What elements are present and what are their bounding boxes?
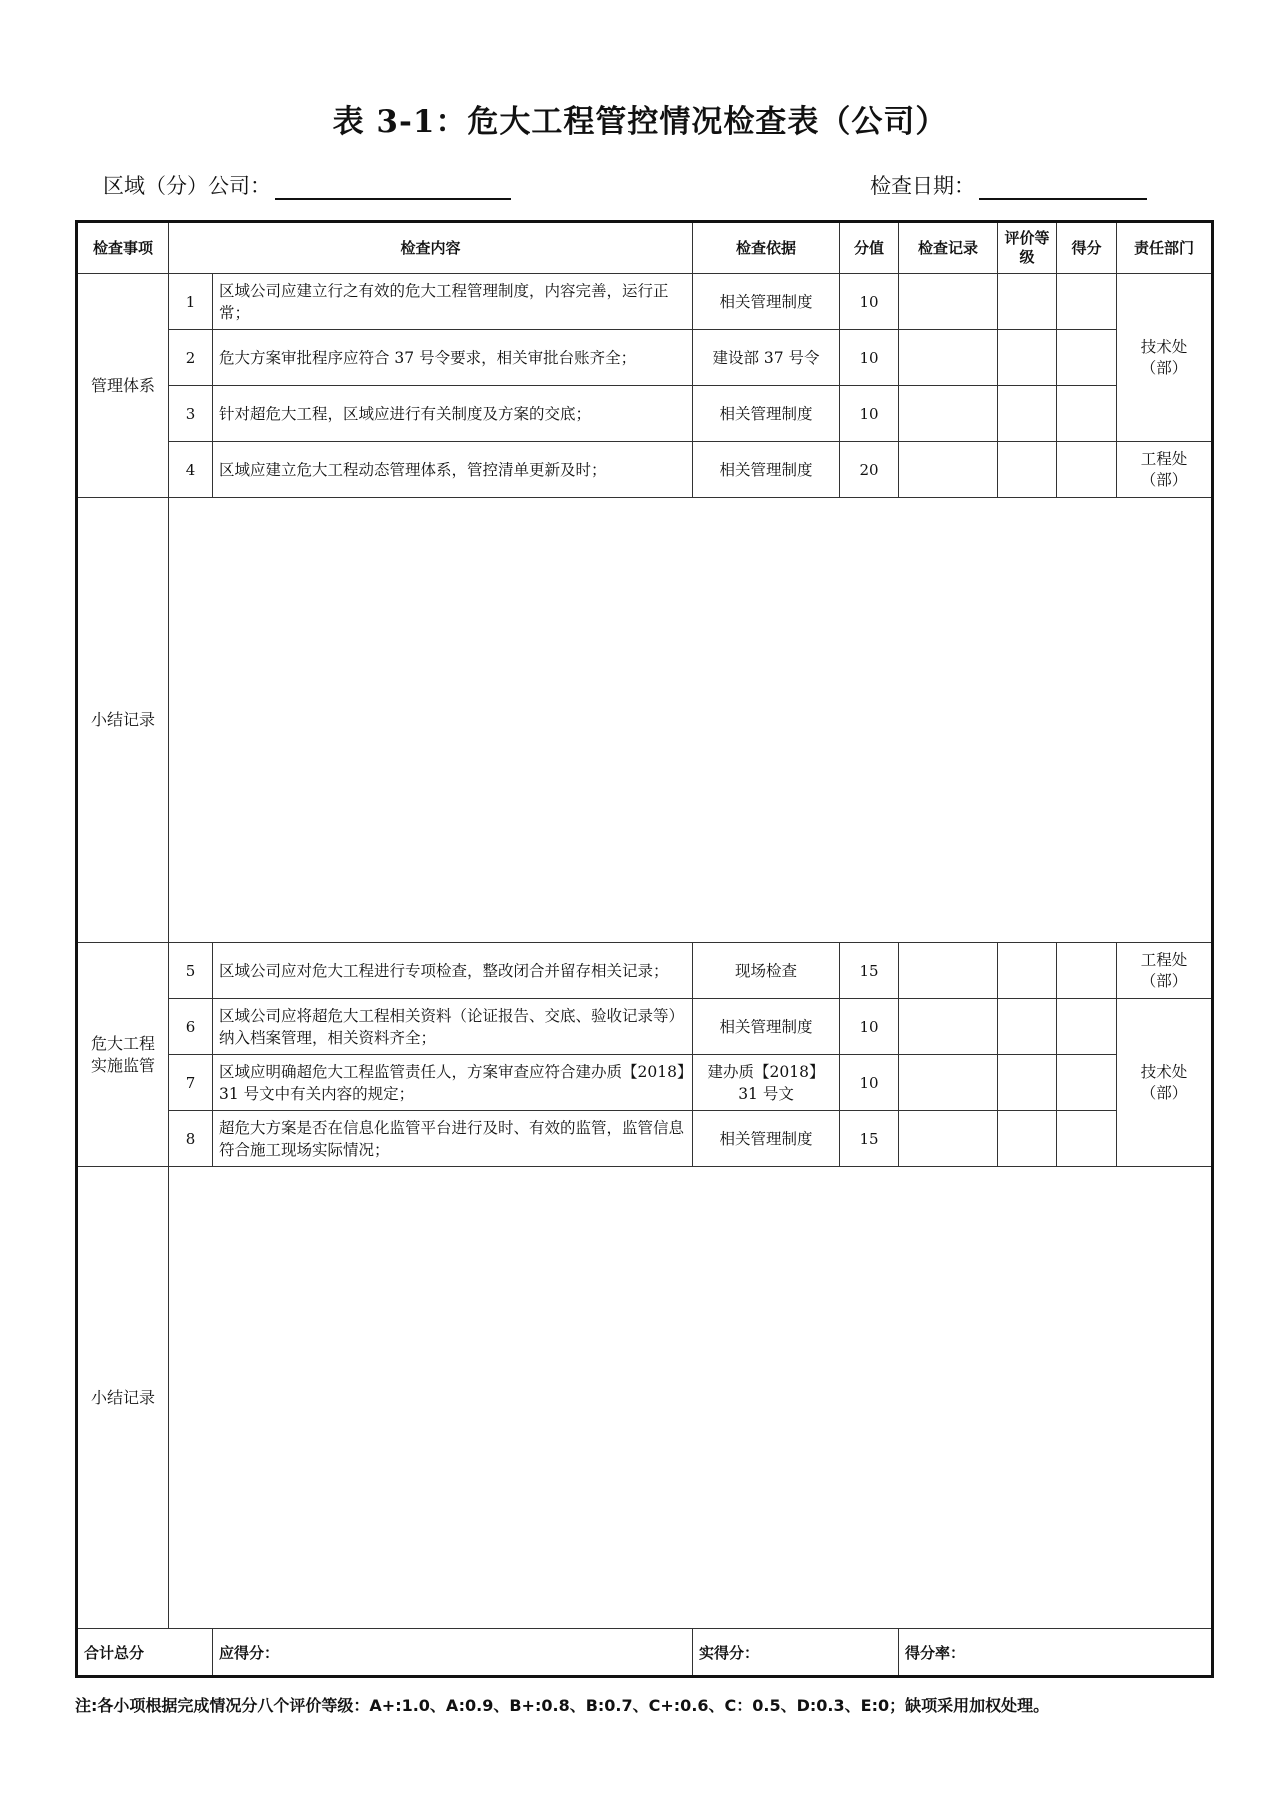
table-row (77, 330, 1213, 386)
row-content: 针对超危大工程，区域应进行有关制度及方案的交底； (213, 386, 693, 442)
company-blank-line[interactable] (275, 178, 511, 200)
grade-cell[interactable] (998, 1055, 1057, 1111)
record-cell[interactable] (899, 386, 998, 442)
row-basis: 建设部 37 号令 (693, 330, 840, 386)
got-cell[interactable] (1057, 1055, 1117, 1111)
dept-cell: 技术处（部） (1117, 274, 1213, 442)
grade-cell[interactable] (998, 999, 1057, 1055)
rate-label: 得分率： (905, 1643, 966, 1662)
header-got: 得分 (1057, 222, 1117, 274)
should-score-label: 应得分： (219, 1643, 280, 1662)
date-field (870, 170, 1147, 200)
header-record: 检查记录 (899, 222, 998, 274)
grade-cell[interactable] (998, 442, 1057, 498)
table-row (77, 274, 1213, 330)
row-number: 4 (169, 442, 213, 498)
table-row (77, 442, 1213, 498)
row-content: 区域公司应对危大工程进行专项检查，整改闭合并留存相关记录； (213, 943, 693, 999)
got-cell[interactable] (1057, 330, 1117, 386)
row-basis: 相关管理制度 (693, 442, 840, 498)
row-score: 10 (840, 999, 899, 1055)
row-content: 区域公司应建立行之有效的危大工程管理制度，内容完善，运行正常； (213, 274, 693, 330)
row-basis: 现场检查 (693, 943, 840, 999)
grade-cell[interactable] (998, 274, 1057, 330)
row-number: 6 (169, 999, 213, 1055)
got-cell[interactable] (1057, 999, 1117, 1055)
record-cell[interactable] (899, 999, 998, 1055)
summary-label: 小结记录 (77, 1167, 169, 1629)
row-number: 1 (169, 274, 213, 330)
header-basis: 检查依据 (693, 222, 840, 274)
record-cell[interactable] (899, 274, 998, 330)
footnote: 注:各小项根据完成情况分八个评价等级：A+:1.0、A:0.9、B+:0.8、B:0.7、C+:0.6、C：0.5、D:0.3、E:0；缺项采用加权处理。 (75, 1696, 1050, 1715)
row-content: 区域应建立危大工程动态管理体系，管控清单更新及时； (213, 442, 693, 498)
record-cell[interactable] (899, 330, 998, 386)
row-number: 2 (169, 330, 213, 386)
row-score: 10 (840, 1055, 899, 1111)
row-score: 10 (840, 330, 899, 386)
dept-cell: 技术处（部） (1117, 999, 1213, 1167)
got-cell[interactable] (1057, 442, 1117, 498)
total-label: 合计总分 (77, 1629, 213, 1677)
summary-record-area[interactable] (169, 1167, 1213, 1629)
grade-cell[interactable] (998, 386, 1057, 442)
row-content: 超危大方案是否在信息化监管平台进行及时、有效的监管，监管信息符合施工现场实际情况； (213, 1111, 693, 1167)
category-implementation-supervision: 危大工程实施监管 (77, 943, 169, 1167)
company-field (103, 170, 511, 200)
summary-row (77, 1167, 1213, 1629)
got-cell[interactable] (1057, 386, 1117, 442)
summary-record-area[interactable] (169, 498, 1213, 943)
grade-cell[interactable] (998, 1111, 1057, 1167)
record-cell[interactable] (899, 442, 998, 498)
got-cell[interactable] (1057, 1111, 1117, 1167)
got-cell[interactable] (1057, 943, 1117, 999)
header-score: 分值 (840, 222, 899, 274)
should-score-cell[interactable] (213, 1629, 693, 1677)
row-score: 15 (840, 1111, 899, 1167)
grade-cell[interactable] (998, 943, 1057, 999)
dept-cell: 工程处（部） (1117, 943, 1213, 999)
row-basis: 相关管理制度 (693, 386, 840, 442)
row-content: 区域应明确超危大工程监管责任人，方案审查应符合建办质【2018】31 号文中有关内容的规定； (213, 1055, 693, 1111)
row-content: 危大方案审批程序应符合 37 号令要求，相关审批台账齐全； (213, 330, 693, 386)
dept-cell: 工程处（部） (1117, 442, 1213, 498)
header-row (77, 222, 1213, 274)
category-management-system: 管理体系 (77, 274, 169, 498)
row-number: 8 (169, 1111, 213, 1167)
row-score: 10 (840, 386, 899, 442)
table-row (77, 386, 1213, 442)
table-row (77, 999, 1213, 1055)
row-score: 10 (840, 274, 899, 330)
table-row (77, 1111, 1213, 1167)
row-number: 7 (169, 1055, 213, 1111)
summary-row (77, 498, 1213, 943)
row-content: 区域公司应将超危大工程相关资料（论证报告、交底、验收记录等）纳入档案管理，相关资料齐全； (213, 999, 693, 1055)
date-blank-line[interactable] (979, 178, 1147, 200)
row-score: 15 (840, 943, 899, 999)
row-number: 3 (169, 386, 213, 442)
header-grade: 评价等级 (998, 222, 1057, 274)
table-row (77, 1055, 1213, 1111)
row-basis: 相关管理制度 (693, 1111, 840, 1167)
table-row (77, 943, 1213, 999)
summary-label: 小结记录 (77, 498, 169, 943)
footer-row (77, 1629, 1213, 1677)
record-cell[interactable] (899, 1111, 998, 1167)
row-basis: 建办质【2018】31 号文 (693, 1055, 840, 1111)
inspection-table (75, 220, 1214, 1678)
grade-cell[interactable] (998, 330, 1057, 386)
page-title: 表 3-1：危大工程管控情况检查表（公司） (332, 104, 948, 140)
actual-score-cell[interactable] (693, 1629, 899, 1677)
company-label: 区域（分）公司： (103, 174, 271, 198)
record-cell[interactable] (899, 943, 998, 999)
date-label: 检查日期： (870, 174, 975, 198)
actual-score-label: 实得分： (699, 1643, 760, 1662)
header-item: 检查事项 (77, 222, 169, 274)
record-cell[interactable] (899, 1055, 998, 1111)
header-dept: 责任部门 (1117, 222, 1213, 274)
row-basis: 相关管理制度 (693, 274, 840, 330)
row-basis: 相关管理制度 (693, 999, 840, 1055)
got-cell[interactable] (1057, 274, 1117, 330)
header-content: 检查内容 (169, 222, 693, 274)
rate-cell[interactable] (899, 1629, 1213, 1677)
row-number: 5 (169, 943, 213, 999)
row-score: 20 (840, 442, 899, 498)
